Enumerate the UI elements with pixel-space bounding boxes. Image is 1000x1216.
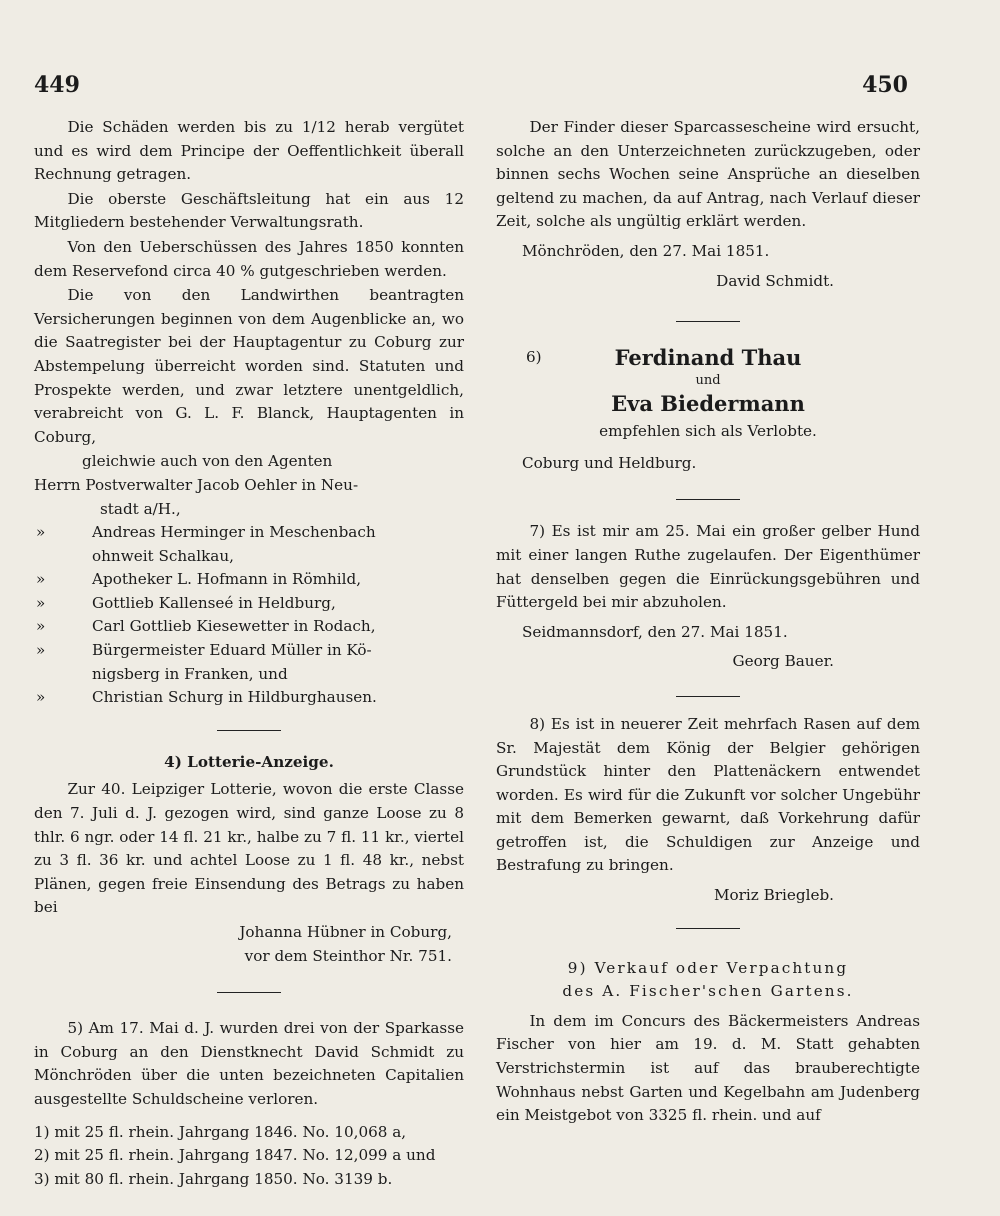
engagement-und: und bbox=[695, 373, 721, 389]
engagement-name-1: Ferdinand Thau bbox=[614, 345, 802, 371]
engagement-name-2: Eva Biedermann bbox=[611, 391, 805, 417]
lotterie-heading: 4) Lotterie-Anzeige. bbox=[164, 752, 334, 771]
georg-bauer-signature: Georg Bauer. bbox=[732, 652, 834, 671]
lotterie-signature-name: Johanna Hübner in Coburg, bbox=[239, 923, 452, 941]
engagement-notice bbox=[496, 342, 920, 475]
agent-kallensee bbox=[34, 592, 464, 616]
right-column bbox=[496, 116, 920, 1129]
agent-schurg bbox=[34, 686, 464, 710]
agent-oehler-line1: Herrn Postverwalter Jacob Oehler in Neu- bbox=[34, 475, 359, 494]
agent-kiesewetter bbox=[34, 615, 464, 639]
agent-hofmann-text: Apotheker L. Hofmann in Römhild, bbox=[92, 570, 362, 589]
agent-schurg-text: Christian Schurg in Hildburghausen. bbox=[92, 688, 377, 707]
bullet-mark: » bbox=[36, 570, 46, 589]
lotterie-text: Zur 40. Leipziger Lotterie, wovon die erste Classe den 7. Juli d. J. gezogen wird, sind ganze Loose zu 8 thlr. 6 ngr. oder 14 fl. 21 kr., halbe zu 7 fl. 11 kr., viertel zu 3 fl. 36 kr. und achtel Loose zu 1 fl. 48 kr., nebst Plänen, gegen freie Einsendung des Betrags zu haben bei bbox=[34, 780, 464, 917]
bullet-mark: » bbox=[36, 523, 46, 542]
schuldschein-item-2: 2) mit 25 fl. rhein. Jahrgang 1847. No. 12,099 a und bbox=[34, 1146, 436, 1165]
agent-herminger bbox=[34, 521, 464, 545]
garden-notice-text: In dem im Concurs des Bäckermeisters Andreas Fischer von hier am 19. d. M. Statt gehabten Verstrichstermin ist auf das brauberechtigte Wohnhaus nebst Garten und Kegelbahn am Judenberg ein Meistgebot von 3325 fl. rhein. und auf bbox=[496, 1011, 920, 1125]
section-divider bbox=[676, 499, 740, 500]
agent-herminger-line2: ohnweit Schalkau, bbox=[92, 546, 234, 565]
garden-heading-line1: 9) Verkauf oder Verpachtung bbox=[567, 958, 849, 977]
agents-intro: gleichwie auch von den Agenten bbox=[82, 452, 333, 471]
garden-heading-line2: des A. Fischer'schen Gartens. bbox=[562, 982, 854, 1001]
schuldscheine-text: 5) Am 17. Mai d. J. wurden drei von der Sparkasse in Coburg an den Dienstknecht David Schmidt zu Mönchröden über die unten bezeichneten Capitalien ausgestellte Schuldscheine verloren. bbox=[34, 1019, 464, 1108]
bullet-mark: » bbox=[36, 688, 46, 707]
section-divider bbox=[676, 696, 740, 697]
paragraph-damages: Die Schäden werden bis zu 1/12 herab vergütet und es wird dem Principe der Oeffentlichkeit überall Rechnung getragen. bbox=[34, 118, 464, 184]
bullet-mark: » bbox=[36, 617, 46, 636]
dog-notice-text: 7) Es ist mir am 25. Mai ein großer gelber Hund mit einer langen Ruthe zugelaufen. Der Eigenthümer hat denselben gegen die Einrückungsgebühren und Füttergeld bei mir abzuholen. bbox=[496, 522, 920, 612]
section-divider bbox=[217, 730, 281, 731]
engagement-text: empfehlen sich als Verlobte. bbox=[599, 422, 817, 441]
agent-oehler-line2: stadt a/H., bbox=[100, 499, 181, 518]
schuldschein-item-3: 3) mit 80 fl. rhein. Jahrgang 1850. No. 3139 b. bbox=[34, 1169, 393, 1188]
moriz-briegleb-signature: Moriz Briegleb. bbox=[713, 886, 834, 905]
engagement-number: 6) bbox=[526, 348, 542, 367]
agent-mueller-line2: nigsberg in Franken, und bbox=[92, 664, 288, 683]
agent-mueller bbox=[34, 639, 464, 663]
lotterie-signature-address: vor dem Steinthor Nr. 751. bbox=[244, 946, 452, 965]
moenchroeden-dateline: Mönchröden, den 27. Mai 1851. bbox=[522, 241, 770, 260]
agent-list bbox=[34, 474, 464, 710]
finder-text: Der Finder dieser Sparcassescheine wird ersucht, solche an den Unterzeichneten zurückzugeben, oder binnen sechs Wochen seine Ansprüche an dieselben geltend zu machen, da auf Antrag, nach Verlauf dieser Zeit, solche als ungültig erklärt werden. bbox=[496, 118, 920, 231]
rasen-notice-text: 8) Es ist in neuerer Zeit mehrfach Rasen auf dem Sr. Majestät dem König der Belgier gehörigen Grundstück hinter den Plattenäckern entwendet worden. Es wird für die Zukunft vor solcher Ungebühr mit dem Bemerken gewarnt, daß Vorkehrung dafür getroffen ist, die Schuldigen zur Anzeige und Bestrafung zu bringen. bbox=[496, 714, 920, 875]
section-divider bbox=[676, 321, 740, 322]
david-schmidt-signature: David Schmidt. bbox=[716, 271, 834, 290]
bullet-mark: » bbox=[36, 593, 46, 612]
paragraph-insurance: Die von den Landwirthen beantragten Versicherungen beginnen von dem Augenblicke an, wo die Saatregister bei der Hauptagentur zu Coburg zur Abstempelung überreicht worden sind. Statuten und Prospekte werden, und zwar letztere unentgeldlich, verabreicht von G. L. F. Blanck, Hauptagenten in Coburg, bbox=[34, 286, 464, 446]
paragraph-management: Die oberste Geschäftsleitung hat ein aus 12 Mitgliedern bestehender Verwaltungsrath. bbox=[34, 189, 464, 232]
engagement-place: Coburg und Heldburg. bbox=[522, 453, 697, 472]
page-number-left: 449 bbox=[34, 72, 80, 98]
agent-hofmann bbox=[34, 568, 464, 592]
left-column bbox=[34, 116, 464, 1191]
paragraph-surplus: Von den Ueberschüssen des Jahres 1850 konnten dem Reservefond circa 40 % gutgeschrieben werden. bbox=[34, 237, 464, 280]
agent-kiesewetter-text: Carl Gottlieb Kiesewetter in Rodach, bbox=[92, 617, 376, 636]
section-divider bbox=[217, 992, 281, 993]
schuldschein-item-1: 1) mit 25 fl. rhein. Jahrgang 1846. No. 10,068 a, bbox=[34, 1122, 407, 1141]
page-number-right: 450 bbox=[862, 72, 908, 98]
agent-kallensee-text: Gottlieb Kallenseé in Heldburg, bbox=[92, 593, 336, 612]
bullet-mark: » bbox=[36, 641, 46, 660]
section-divider bbox=[676, 928, 740, 929]
agent-herminger-line1: Andreas Herminger in Meschenbach bbox=[92, 523, 376, 542]
agent-mueller-line1: Bürgermeister Eduard Müller in Kö- bbox=[92, 641, 372, 660]
seidmannsdorf-dateline: Seidmannsdorf, den 27. Mai 1851. bbox=[522, 622, 788, 641]
